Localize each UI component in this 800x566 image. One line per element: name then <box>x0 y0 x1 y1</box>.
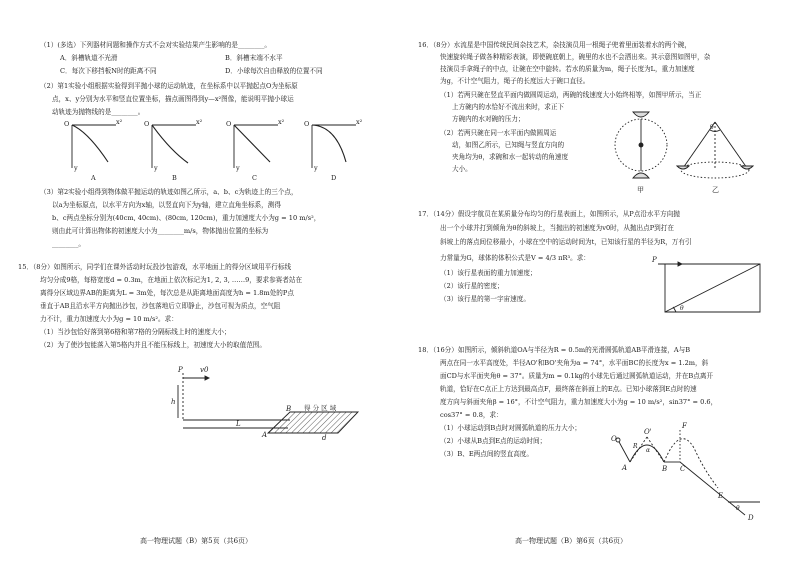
q14-part2-line2: 点，x、y分别为水平和竖直位置坐标，描点画图得到y—x²图像，能说明平抛小球运 <box>52 95 294 103</box>
axis-x2: x² <box>116 118 123 126</box>
q18-line7: （1）小球运动到B点时对圆弧轨道的压力大小； <box>440 424 581 432</box>
fig-b-label: 乙 <box>712 186 719 194</box>
footer-right: 高一物理试题（B）第6页（共6页） <box>515 537 628 545</box>
q16-part2-4: 大小。 <box>452 165 472 173</box>
q18-line1: 18．（16分）如图所示，倾斜轨道OA与半径为R = 0.5m的光滑圆弧轨道AB平滑连接，A与B <box>418 346 691 354</box>
q14-part2-line1: （2）第1实验小组根据实验得到平抛小球的运动轨迹，在坐标系中以平抛起点O为坐标原 <box>40 82 298 90</box>
q18-line4: 轨道，恰好在C点正上方达到最高点F，最终落在斜面上的E点。已知小球落到E点时的速 <box>440 385 697 393</box>
graph-origin: O <box>304 120 310 128</box>
q16-intro-3: 技演员手拿绳子的中点，让碗在空中旋转。若水的质量为m，绳子长度为L，重力加速度 <box>440 65 695 73</box>
point-b: B <box>286 405 292 413</box>
point-e: E <box>718 492 724 500</box>
height-h: h <box>171 398 176 406</box>
point-a: A <box>262 431 268 439</box>
angle-alpha: α <box>646 447 651 454</box>
q16-part2-2: 动，如图乙所示，已知绳与竖直方向的 <box>452 141 565 149</box>
axis-x2: x² <box>356 118 363 126</box>
q18-line6: cos37° = 0.8，求： <box>440 411 503 419</box>
q16-intro-1: 16．（8分）水流星是中国传统民间杂技艺术，杂技演员用一根绳子兜着里面装着水的两个碗， <box>418 41 692 49</box>
radius-r: R <box>633 443 638 450</box>
q14-part1: （1）(多选）下列器材问题和操作方式不会对实验结果产生影响的是________。 <box>40 41 271 49</box>
q17-line4: 力常量为G，球体的体积公式是V = 4/3 πR³。求： <box>440 254 590 262</box>
q18-line8: （2）小球从B点到E点的运动时间； <box>440 437 547 445</box>
q16-intro-4: 为g，不计空气阻力，绳子的长度远大于碗口直径。 <box>440 77 590 85</box>
q14-part3-line5: ________。 <box>52 240 85 248</box>
q16-intro-2: 快速旋转绳子做各种精彩表演，即使碗底朝上，碗里的水也不会洒出来。其示意图如图甲，杂 <box>440 53 711 61</box>
q14-option-a: A．斜槽轨道不光滑 <box>60 54 118 62</box>
angle-theta: θ <box>736 505 740 512</box>
axis-y: y <box>314 164 318 172</box>
q18-line9: （3）B、E两点间的竖直高度。 <box>440 450 533 458</box>
q17-line6: （2）该行星的密度； <box>440 282 504 290</box>
point-p: P <box>178 366 183 374</box>
angle-theta: θ <box>680 305 684 312</box>
q16-part2-3: 夹角均为θ，求碗和水一起转动的角速度 <box>452 153 569 161</box>
q18-figure <box>400 0 800 566</box>
q15-line3: 离得分区域边界AB的距离为L = 3m处，每次总是从距离地面高度为h = 1.8m处的P点 <box>40 289 294 297</box>
point-o-prime: O' <box>644 428 652 436</box>
q17-line5: （1）该行星表面的重力加速度； <box>440 269 537 277</box>
q15-line1: 15．（8分）如图所示，同学们在课外活动时玩投沙包游戏，水平地面上的得分区域用平行标线 <box>18 263 292 271</box>
point-p: P <box>652 256 657 264</box>
q14-part2-line3: 动轨迹为抛物线的是________。 <box>52 108 145 116</box>
graph-label-c: C <box>252 174 257 182</box>
q14-part3-line4: 则由此可计算出物体的初速度大小为________m/s，物体抛出位置的坐标为 <box>52 227 269 235</box>
q16-part1-3: 方碗内的水对碗的压力； <box>452 115 525 123</box>
graph-label-a: A <box>91 174 96 182</box>
q18-line3: 面CD与水平面夹角θ = 37°。质量为m = 0.1kg的小球先后通过圆弧轨道运动，并在B点离开 <box>440 372 714 380</box>
distance-l: L <box>236 420 241 428</box>
point-b: B <box>662 465 668 473</box>
q15-line5: 力不计，重力加速度大小为g = 10 m/s²。求： <box>40 315 178 323</box>
point-o: O <box>611 435 617 443</box>
point-c: C <box>680 465 686 473</box>
q14-part3-line3: b、c两点坐标分别为(40cm, 40cm)、(80cm, 120cm)，重力加速度大小为g = 10 m/s²， <box>52 214 321 222</box>
q17-line1: 17．（14分）假设宇航员在某质量分布均匀的行星表面上，如图所示，从P点沿水平方向抛 <box>418 210 680 218</box>
point-a: A <box>622 464 628 472</box>
point-f: F <box>682 422 687 430</box>
graph-origin: O <box>144 120 150 128</box>
angle-theta: θ <box>710 124 714 131</box>
q15-line7: （2）为了使沙包能落入第5格内并且不能压标线上，初速度大小的取值范围。 <box>40 341 266 349</box>
width-d: d <box>322 434 327 442</box>
q16-part1-2: 上方碗内的水恰好不流出来时，求正下 <box>452 103 565 111</box>
q16-part2-1: （2）若两只碗在同一水平面内做圆周运 <box>440 129 557 137</box>
fig-a-label: 甲 <box>637 186 644 194</box>
graph-label-b: B <box>172 174 177 182</box>
axis-y: y <box>154 164 158 172</box>
q14-option-b: B．斜槽末端不水平 <box>225 54 283 62</box>
velocity-v0: v0 <box>200 366 209 374</box>
q15-line4: 垂直于AB且沿水平方向抛出沙包，沙包落地后立即静止，沙包可视为质点，空气阻 <box>40 302 281 310</box>
q14-part3-line1: （3）第2实验小组得到物体做平抛运动的轨迹如图乙所示，a、b、c为轨迹上的三个点， <box>40 188 298 196</box>
q14-option-c: C．每次下移挡板N时的距离不同 <box>60 67 157 75</box>
q15-line6: （1）当沙包恰好落到第6格和第7格的分隔标线上时的速度大小； <box>40 328 231 336</box>
axis-x2: x² <box>196 118 203 126</box>
q17-line7: （3）该行星的第一宇宙速度。 <box>440 295 530 303</box>
axis-x2: x² <box>278 118 285 126</box>
right-page <box>400 0 800 566</box>
q14-part3-line2: 以a为坐标原点，以水平方向为x轴，以竖直向下为y轴，建立直角坐标系，测得 <box>52 201 281 209</box>
graph-origin: O <box>64 120 70 128</box>
graph-origin: O <box>226 120 232 128</box>
axis-y: y <box>236 164 240 172</box>
q17-line2: 出一个小球并打到倾角为θ的斜坡上，当抛出的初速度为v0时，从抛出点P到打在 <box>440 224 674 232</box>
q14-option-d: D．小球每次自由释放的位置不同 <box>225 67 323 75</box>
q17-line3: 斜坡上的落点间位移最小，小球在空中的运动时间为t，已知该行星的半径为R，万有引 <box>440 238 692 246</box>
q16-part1-1: （1）若两只碗在竖直平面内做圆周运动，两碗的线速度大小始终相等，如图甲所示，当正 <box>440 91 702 99</box>
q15-line2: 均匀分成9格，每格宽度d = 0.3m，在地面上依次标记为1, 2, 3, ……9，要求参赛者站在 <box>40 276 303 284</box>
axis-y: y <box>74 164 78 172</box>
q18-line2: 两点在同一水平高度处，半径AO'和BO'夹角为α = 74°，水平面BC的长度为x = 1.2m，斜 <box>440 359 709 367</box>
score-zone-label: 得 分 区 域 <box>304 404 337 412</box>
point-d: D <box>748 514 754 522</box>
footer-left: 高一物理试题（B）第5页（共6页） <box>140 537 253 545</box>
graph-label-d: D <box>331 174 337 182</box>
q18-line5: 度方向与斜面夹角β = 16°，不计空气阻力，重力加速度大小为g = 10 m/s²，sin37° = 0.6， <box>440 398 718 406</box>
